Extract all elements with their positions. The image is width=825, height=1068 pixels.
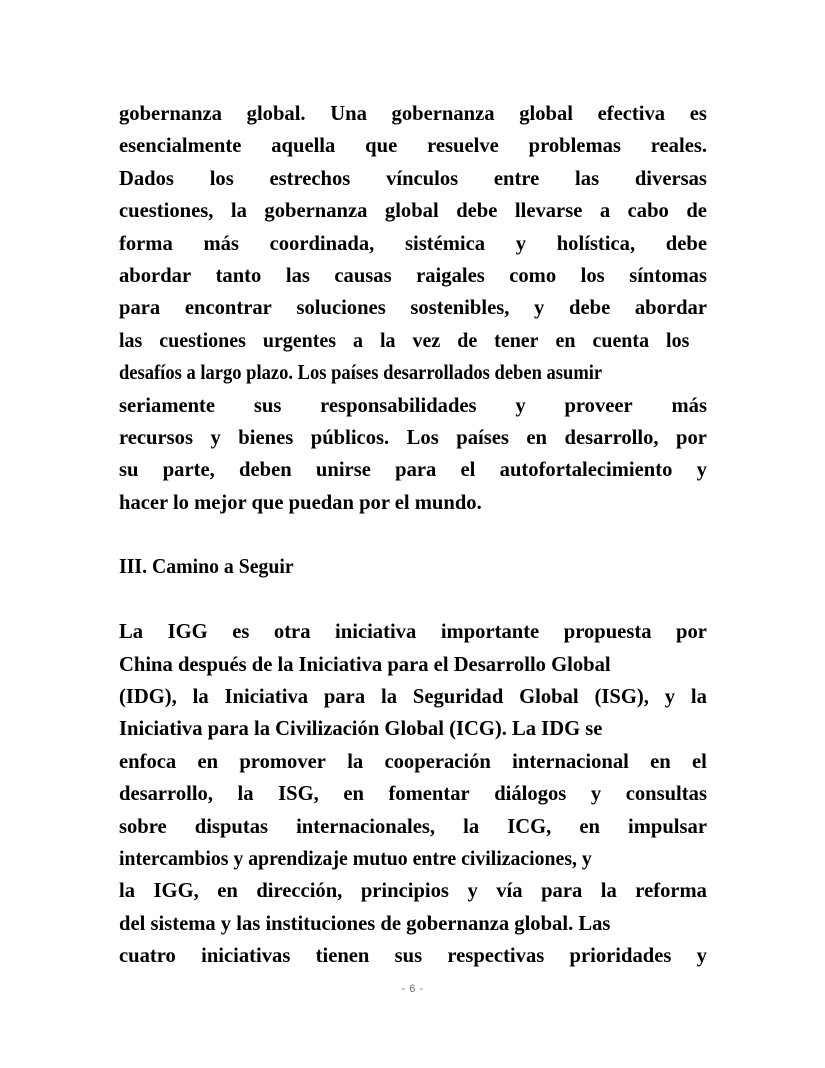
text-word: las [575,167,600,190]
paragraph-2 [119,616,707,972]
text-word: prioridades [569,945,672,968]
text-word: recursos [119,426,193,449]
text-word: problemas [528,135,621,158]
text-word: Global [519,686,579,709]
text-word: sistémica [404,232,486,255]
text-word: en [579,815,600,838]
text-word: dirección, [256,880,343,903]
text-word: diversas [634,167,707,190]
text-word: cuatro [119,945,176,968]
text-word: vez [412,329,441,352]
text-word: IGG, [153,880,199,903]
section-heading-3: III. Camino a Seguir [119,556,294,579]
text-line: Iniciativa para la Civilización Global (ICG). La IDG se [119,718,603,741]
text-word: de [686,200,707,223]
text-word: y [696,459,707,482]
text-word: su [119,459,139,482]
text-word: Seguridad [412,686,504,709]
text-word: impulsar [628,815,707,838]
text-word: a [599,200,611,223]
text-word: para [395,459,437,482]
text-word: tienen [315,945,370,968]
text-line [119,228,707,260]
text-word: la [463,815,480,838]
text-word: el [692,750,707,773]
text-line [119,390,707,422]
text-word: IGG [167,621,208,644]
text-line [119,875,707,907]
text-word: bienes [238,426,294,449]
text-word: como [509,264,557,287]
text-word: la [380,329,396,352]
text-word: La [119,621,144,644]
text-word: cooperación [384,750,491,773]
text-line [119,98,707,130]
text-word: holística, [556,232,636,255]
text-word: sobre [119,815,167,838]
text-line: del sistema y las instituciones de gobernanza global. Las [119,912,611,935]
text-word: sostenibles, [410,297,510,320]
text-word: el [460,459,476,482]
text-word: debe [665,232,707,255]
text-word: la [347,750,364,773]
text-word: los [666,329,690,352]
text-word: la [380,686,397,709]
text-word: parte, [162,459,215,482]
text-word: sus [253,394,282,417]
text-word: desarrollo, [119,783,213,806]
text-word: los [209,167,234,190]
text-word: (ISG), [594,686,649,709]
text-word: reforma [635,880,707,903]
text-word: abordar [634,297,707,320]
text-word: estrechos [269,167,351,190]
text-word: ISG, [278,783,319,806]
text-word: y [515,232,527,255]
text-word: para [119,297,161,320]
text-word: causas [334,264,392,287]
text-word: Dados [119,167,174,190]
text-word: Una [330,103,367,125]
text-word: desarrollo, [564,426,659,449]
text-word: forma [119,232,173,255]
paragraph-1 [119,98,707,519]
text-word: vía [496,880,523,903]
text-word: en [555,329,576,352]
text-word: y [534,297,545,320]
text-word: responsabilidades [320,394,477,417]
text-word: urgentes [262,329,337,352]
text-word: más [203,232,239,255]
text-word: esencialmente [119,135,242,158]
text-word: públicos. [310,426,390,449]
text-word: principios [360,880,449,903]
text-word: por [676,621,707,644]
text-word: entre [493,167,540,190]
text-line [119,454,707,486]
paragraph-spacer-1 [119,519,707,551]
text-word: de [457,329,478,352]
text-word: cabo [627,200,669,223]
text-word: más [671,394,707,417]
text-word: iniciativas [201,945,291,968]
text-word: países [456,426,509,449]
text-word: para [541,880,583,903]
text-word: importante [440,621,540,644]
text-word: global [519,103,573,125]
text-word: gobernanza [264,200,368,223]
text-word: cuestiones [159,329,246,352]
text-word: y [696,945,707,968]
text-word: y [590,783,602,806]
text-word: debe [456,200,498,223]
text-word: fomentar [388,783,470,806]
text-word: iniciativa [335,621,417,644]
text-word: tanto [215,264,262,287]
text-word: aquella [271,135,336,158]
text-word: proveer [564,394,633,417]
text-word: es [232,621,250,644]
page-body [119,98,707,973]
text-word: para [323,686,366,709]
text-word: y [467,880,478,903]
text-word: la [230,200,247,223]
text-line [119,422,707,454]
text-word: enfoca [119,750,177,773]
text-line [119,940,707,972]
text-word: encontrar [184,297,272,320]
page-number-footer: - 6 - [401,983,424,995]
text-word: vínculos [386,167,459,190]
text-line [119,778,707,810]
text-word: tener [494,329,539,352]
text-word: diálogos [494,783,567,806]
text-line [119,130,707,162]
text-line [119,163,707,195]
text-word: es [689,103,707,125]
text-line [119,260,707,292]
text-line [119,811,707,843]
text-word: y [664,686,676,709]
text-word: ICG, [507,815,552,838]
text-word: efectiva [597,103,666,125]
text-word: seriamente [119,394,216,417]
text-word: debe [569,297,611,320]
text-word: la [237,783,254,806]
text-line [119,292,707,324]
text-word: (IDG), [119,686,177,709]
text-line: hacer lo mejor que puedan por el mundo. [119,491,482,514]
text-word: en [526,426,548,449]
text-line [119,681,707,713]
text-word: los [580,264,605,287]
text-word: reales. [650,135,707,158]
text-word: otra [273,621,311,644]
text-word: gobernanza [391,103,495,125]
text-line [119,746,707,778]
text-word: respectivas [447,945,545,968]
text-word: la [600,880,617,903]
paragraph-spacer-2 [119,584,707,616]
text-word: Los [406,426,439,449]
text-word: Iniciativa [224,686,309,709]
text-word: las [285,264,310,287]
text-line: China después de la Iniciativa para el Desarrollo Global [119,653,611,676]
text-line: intercambios y aprendizaje mutuo entre civilizaciones, y [119,847,592,870]
text-word: deben [239,459,292,482]
text-word: soluciones [296,297,386,320]
text-word: raigales [416,264,485,287]
text-word: abordar [119,264,192,287]
text-word: la [192,686,209,709]
text-word: que [365,135,398,158]
text-word: propuesta [563,621,652,644]
text-word: la [119,880,136,903]
text-word: y [515,394,526,417]
text-word: consultas [625,783,707,806]
text-word: en [343,783,364,806]
text-word: síntomas [629,264,707,287]
text-word: internacionales, [296,815,436,838]
text-word: sus [394,945,423,968]
text-word: promover [239,750,326,773]
text-word: a [353,329,364,352]
text-word: en [217,880,238,903]
text-word: y [210,426,221,449]
text-word: en [650,750,671,773]
text-word: la [690,686,707,709]
text-word: las [119,329,143,352]
text-word: autofortalecimiento [499,459,673,482]
text-word: disputas [194,815,269,838]
text-word: por [676,426,707,449]
text-line: desafíos a largo plazo. Los países desarrollados deben asumir [119,362,603,385]
text-line [119,616,707,648]
text-word: gobernanza [119,103,222,125]
text-word: en [197,750,219,773]
text-word: internacional [512,750,629,773]
text-word: unirse [315,459,371,482]
text-word: global [384,200,439,223]
text-word: cuenta [592,329,650,352]
text-word: coordinada, [269,232,375,255]
text-word: llevarse [514,200,583,223]
text-line [119,325,689,357]
text-line [119,195,707,227]
text-word: cuestiones, [119,200,214,223]
text-word: global. [246,103,306,125]
text-word: resuelve [427,135,499,158]
